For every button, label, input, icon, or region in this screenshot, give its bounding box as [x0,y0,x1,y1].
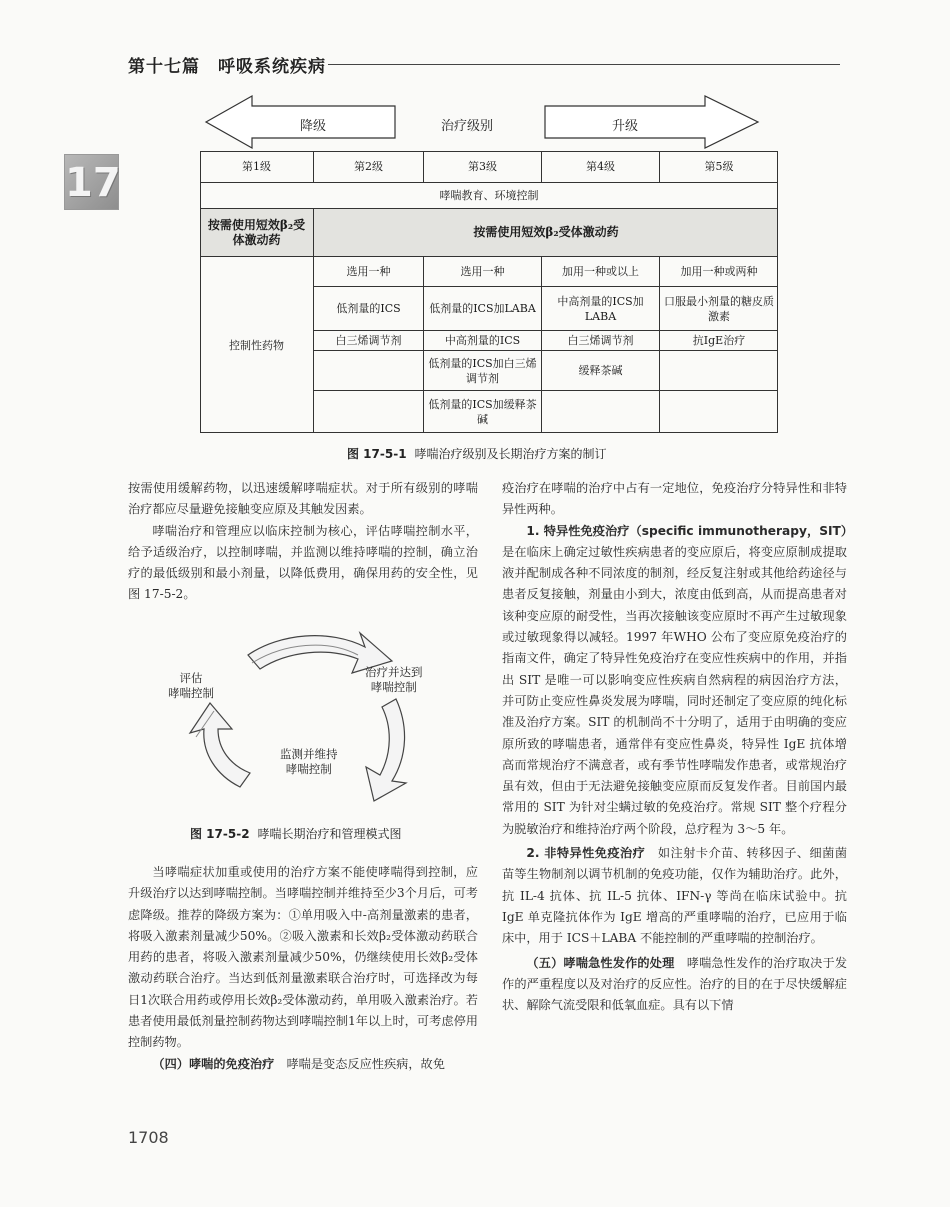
immunotherapy-heading: （四）哮喘的免疫治疗 [152,1056,275,1071]
right-column [502,478,847,1016]
education-row: 哮喘教育、环境控制 [200,183,778,209]
left-paragraph-4-body: 哮喘是变态反应性疾病，故免 [286,1056,445,1071]
left-column-bottom [128,862,478,1075]
cell-r1-l4: 中高剂量的ICS加LABA [542,287,660,331]
figure-2-caption [190,825,402,842]
header-rule [328,64,840,65]
step-up-arrow [545,96,758,148]
left-paragraph-2: 哮喘治疗和管理应以临床控制为核心，评估哮喘控制水平，给予适级治疗，以控制哮喘，并监测以维持哮喘的控制，确立治疗的最低级别和最小剂量，以降低费用，确保用药的安全性，见图 17-5-2。 [128,523,478,602]
level-4-header: 第4级 [542,151,660,183]
left-paragraph-3: 当哮喘症状加重或使用的治疗方案不能使哮喘得到控制，应升级治疗以达到哮喘控制。当哮喘控制并维持至少3个月后，可考虑降级。推荐的降级方案为：①单用吸入中-高剂量激素的患者，将吸入激素剂量减少50%。②吸入激素和长效β₂受体激动药联合用药的患者，将吸入激素剂量减少50%，仍继续使用长效β₂受体激动药联合治疗。当达到低剂量激素联合治疗时，可选择改为每日1次联合用药或停用长效β₂受体激动药，单用吸入激素治疗。若患者使用最低剂量控制药物达到哮喘控制1年以上时，可考虑停用控制药物。 [128,865,478,1050]
level-5-header: 第5级 [660,151,778,183]
figure-2-number: 图 17-5-2 [190,827,250,841]
cycle-label-monitor [280,747,338,777]
page-number: 1708 [128,1128,169,1147]
table-frame [200,151,778,433]
treatment-level-label: 治疗级别 [441,119,494,134]
chapter-tab: 17 [64,154,119,210]
left-paragraph-1: 按需使用缓解药物，以迅速缓解哮喘症状。对于所有级别的哮喘治疗都应尽量避免接触变应原及其触发因素。 [128,481,478,517]
controller-label: 控制性药物 [200,257,314,433]
cell-r0-l4: 加用一种或以上 [542,257,660,287]
nonspecific-heading: 2. 非特异性免疫治疗 [526,846,646,861]
cycle-arrow-left [190,703,250,787]
figure-1-title: 哮喘治疗级别及长期治疗方案的制订 [414,447,607,461]
figure-2-title: 哮喘长期治疗和管理模式图 [257,827,402,841]
cell-r2-l4: 白三烯调节剂 [542,331,660,351]
level-3-header: 第3级 [424,151,542,183]
treatment-level-arrows [200,94,780,154]
figure-1-number: 图 17-5-1 [347,447,407,461]
left-paragraph-4 [128,1054,478,1075]
cell-r0-l2: 选用一种 [314,257,424,287]
step-up-label: 升级 [612,119,639,134]
cell-r1-l5: 口服最小剂量的糖皮质激素 [660,287,778,331]
cell-r3-l4: 缓释茶碱 [542,351,660,391]
figure-1-caption [347,445,607,462]
left-column-top [128,478,478,606]
cell-r2-l2: 白三烯调节剂 [314,331,424,351]
right-paragraph-4 [502,953,847,1017]
treatment-steps-table [200,151,778,433]
cycle-label-assess [168,671,214,701]
right-paragraph-3 [502,843,847,949]
cell-r2-l3: 中高剂量的ICS [424,331,542,351]
cell-r2-l5: 抗IgE治疗 [660,331,778,351]
cell-r1-l3: 低剂量的ICS加LABA [424,287,542,331]
cell-r1-l2: 低剂量的ICS [314,287,424,331]
step-down-label: 降级 [300,119,327,134]
cycle-label-monitor-text: 监测并维持 哮喘控制 [280,747,338,776]
right-paragraph-1: 疫治疗在哮喘的治疗中占有一定地位，免疫治疗分特异性和非特异性两种。 [502,481,847,517]
cell-r3-l3: 低剂量的ICS加白三烯调节剂 [424,351,542,391]
right-paragraph-3-body: 如注射卡介苗、转移因子、细菌菌苗等生物制剂以调节机制的免疫功能，仅作为辅助治疗。此外，抗 IL-4 抗体、抗 IL-5 抗体、IFN-γ 等尚在临床试验中。抗 IgE 单克隆抗体作为 IgE 增高的严重哮喘的治疗，已应用于临床中，用于 ICS＋LABA 不能控制的严重哮喘的控制治疗。 [502,846,848,946]
cell-r0-l5: 加用一种或两种 [660,257,778,287]
running-header: 第十七篇 呼吸系统疾病 [128,57,326,77]
cycle-label-treat [365,665,423,695]
cycle-label-assess-text: 评估 哮喘控制 [168,671,214,700]
reliever-level-1: 按需使用短效β₂受体激动药 [200,209,314,257]
acute-attack-heading: （五）哮喘急性发作的处理 [526,955,675,970]
level-1-header: 第1级 [200,151,314,183]
cycle-arrows-graphic [160,625,460,815]
cycle-label-treat-text: 治疗并达到 哮喘控制 [365,665,423,694]
right-paragraph-2-body: 是在临床上确定过敏性疾病患者的变应原后，将变应原制成提取液并配制成各种不同浓度的制剂，经反复注射或其他给药途径与患者反复接触，剂量由小到大，浓度由低到高，从而提高患者对该种变应原的耐受性，当再次接触该变应原时不再产生过敏现象或过敏现象得以减轻。1997 年WHO 公布了变应原免疫治疗的指南文件，确定了特异性免疫治疗在变应性疾病中的作用，并指出 SIT 是唯一可以影响变应性疾病自然病程的病因治疗方法，并可防止变应性鼻炎发展为哮喘，同时还制定了变应原的纯化标准及治疗方案。SIT 的机制尚不十分明了，适用于由明确的变应原所致的哮喘患者，通常伴有变应性鼻炎，特异性 IgE 抗体增高而常规治疗不满意者，或有季节性哮喘发作患者，或常规治疗虽有效，但由于无法避免接触变应原而反复发作者。目前国内最常用的 SIT 为针对尘螨过敏的免疫治疗。常规 SIT 整个疗程分为脱敏治疗和维持治疗两个阶段，总疗程为 3～5 年。 [502,544,847,836]
management-cycle-diagram [160,625,460,815]
right-paragraph-2 [502,521,847,840]
cell-r4-l3: 低剂量的ICS加缓释茶碱 [424,391,542,433]
reliever-levels-2-5: 按需使用短效β₂受体激动药 [314,209,778,257]
level-2-header: 第2级 [314,151,424,183]
cell-r0-l3: 选用一种 [424,257,542,287]
sit-heading: 1. 特异性免疫治疗（specific immunotherapy，SIT） [526,523,847,538]
cycle-arrow-right [366,699,406,801]
right-paragraph-4-body: 哮喘急性发作的治疗取决于发作的严重程度以及对治疗的反应性。治疗的目的在于尽快缓解症状、解除气流受限和低氧血症。具有以下情 [502,955,848,1013]
